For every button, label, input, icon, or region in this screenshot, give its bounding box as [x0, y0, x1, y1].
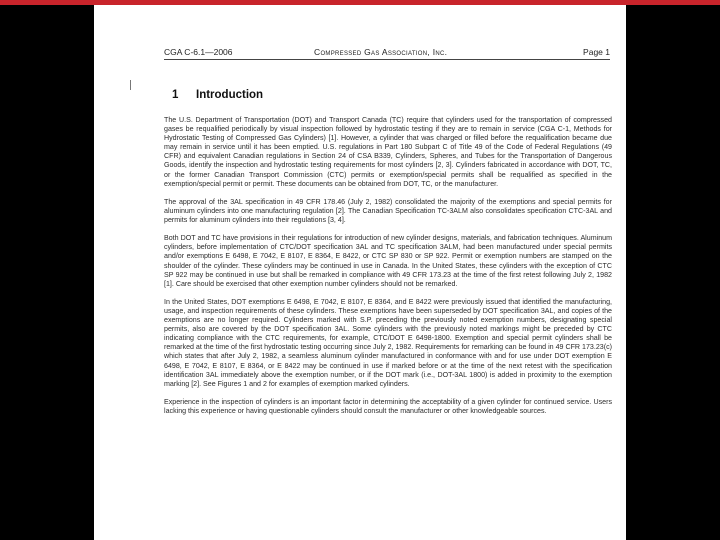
- section-number: 1: [172, 89, 179, 101]
- document-page: [94, 5, 626, 540]
- paragraph: The U.S. Department of Transportation (DOT) and Transport Canada (TC) require that cylinders used for the transportation of compressed gases be requalified periodically by visual inspection followed by hydrostatic testing if they are to remain in service (CGA C-1, Methods for Hydrostatic Testing of Compressed Gas Cylinders) [1]. However, a cylinder that was charged or filled before the requalification became due may remain in service until it has been emptied. U.S. regulations in Part 180 Subpart C of Title 49 of the Code of Federal Regulations (49 CFR) and equivalent Canadian regulations in Section 24 of CSA B339, Cylinders, Spheres, and Tubes for the Transportation of Dangerous Goods, identify the inspection and hydrostatic testing requirements for most cylinders [2, 3]. Cylinders fabricated in accordance with DOT, TC, or the former Canadian Transport Commission (CTC) permits or exemption/special permits shall be requalified as specified in the exemption/special permit or permit. These documents can be obtained from DOT, TC, or the manufacturer.: [164, 116, 612, 188]
- paragraph: The approval of the 3AL specification in 49 CFR 178.46 (July 2, 1982) consolidated the majority of the exemptions and special permits for aluminum cylinders into one manufacturing regulation [2]. The Canadian Specification TC-3ALM also consolidates specification CTC-3AL and permits for aluminum cylinders into their regulations [3, 4].: [164, 197, 612, 225]
- paragraph: Experience in the inspection of cylinders is an important factor in determining the acceptability of a given cylinder for continued service. Users lacking this experience or having questionable cylinders should consult the manufacturer or other knowledgeable sources.: [164, 397, 612, 415]
- body-text: [164, 116, 612, 425]
- left-margin-panel: [0, 5, 94, 540]
- header-page-number: Page 1: [583, 47, 610, 57]
- section-heading: [172, 89, 263, 101]
- page-header: [164, 45, 610, 60]
- margin-tick: [130, 80, 131, 90]
- paragraph: Both DOT and TC have provisions in their regulations for introduction of new cylinder designs, materials, and fabrication techniques. Aluminum cylinders, before implementation of CTC/DOT specification 3AL and TC specification 3ALM, had been manufactured under special permits and/or exemptions E 6498, E 7042, E 8107, E 8364, E 8422, or CTC SP 830 or SP 922. Permit or exemption numbers are stamped on the shoulder of the cylinder. These cylinders may be continued in use in Canada. In the United States, these cylinders with the exception of CTC SP 922 may be continued in use but shall be remarked in compliance with 49 CFR 173.23 at the time of the first retest following July 2, 1982 [1]. Care should be exercised that other exemption number cylinders should not be remarked.: [164, 234, 612, 288]
- header-org: Compressed Gas Association, Inc.: [314, 47, 448, 57]
- section-title: Introduction: [196, 89, 264, 101]
- header-doc-id: CGA C-6.1—2006: [164, 47, 233, 57]
- right-margin-panel: [626, 5, 720, 540]
- paragraph: In the United States, DOT exemptions E 6498, E 7042, E 8107, E 8364, and E 8422 were previously issued that identified the manufacturing, usage, and inspection requirements of these cylinders. These exemptions have been superseded by DOT specification 3AL, and copies of the exemptions are no longer required. Cylinders marked with S.P. preceding the previously noted exemption numbers, designating special permits, also are covered by the DOT specification 3AL. Some cylinders with the previously noted markings might be preceded by CTC indicating compliance with the CTC requirements, for example, CTC/DOT E 6498-1800. Exemption and special permit cylinders shall be remarked at the time of the first hydrostatic testing occurring since July 2, 1982. Requirements for remarking can be found in 49 CFR 173.23(c) which states that after July 2, 1982, a seamless aluminum cylinder manufactured in conformance with and for use under DOT exemption E 6498, E 7042, E 8107, E 8364, or E 8422 may be continued in use if marked before or at the time of the next retest with the specification identification 3AL immediately above the exemption number, or if the DOT mark (i.e., DOT-3AL 1800) is added in proximity to the exemption marking [2]. See Figures 1 and 2 for examples of exemption marked cylinders.: [164, 297, 612, 388]
